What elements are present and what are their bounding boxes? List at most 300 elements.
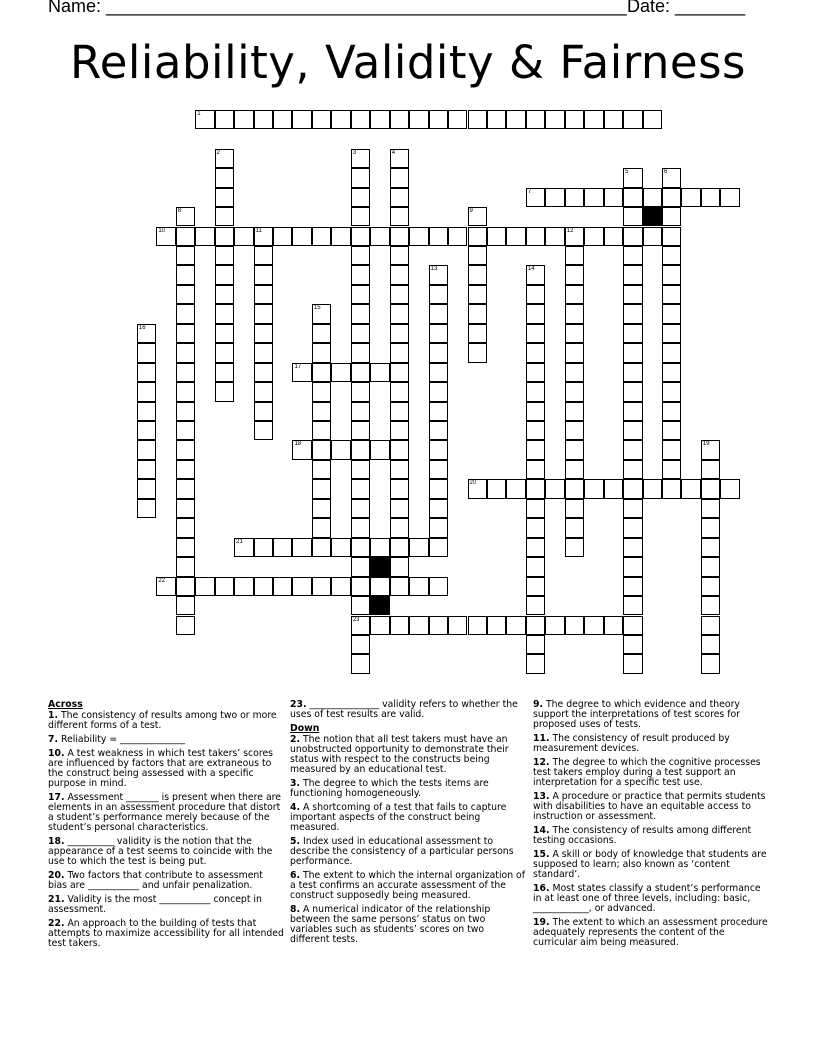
crossword-cell[interactable] <box>526 440 545 459</box>
crossword-cell[interactable] <box>312 518 331 537</box>
crossword-cell[interactable] <box>468 324 487 343</box>
crossword-cell[interactable] <box>565 499 584 518</box>
crossword-cell[interactable] <box>176 343 195 362</box>
crossword-cell[interactable] <box>526 324 545 343</box>
crossword-cell[interactable] <box>468 285 487 304</box>
crossword-cell[interactable] <box>662 343 681 362</box>
crossword-cell[interactable] <box>390 265 409 284</box>
crossword-cell[interactable] <box>215 577 234 596</box>
crossword-cell[interactable] <box>701 635 720 654</box>
crossword-cell[interactable] <box>176 518 195 537</box>
crossword-cell[interactable] <box>701 518 720 537</box>
crossword-cell[interactable] <box>351 460 370 479</box>
crossword-cell[interactable] <box>623 654 642 673</box>
crossword-cell[interactable] <box>292 440 311 459</box>
crossword-cell[interactable] <box>137 499 156 518</box>
crossword-cell[interactable] <box>176 596 195 615</box>
crossword-cell[interactable] <box>526 110 545 129</box>
crossword-cell[interactable] <box>351 518 370 537</box>
crossword-cell[interactable] <box>292 110 311 129</box>
crossword-cell[interactable] <box>448 227 467 246</box>
crossword-cell[interactable] <box>351 285 370 304</box>
crossword-cell[interactable] <box>176 479 195 498</box>
crossword-cell[interactable] <box>526 227 545 246</box>
crossword-cell[interactable] <box>312 304 331 323</box>
crossword-cell[interactable] <box>526 635 545 654</box>
crossword-cell[interactable] <box>701 577 720 596</box>
crossword-cell[interactable] <box>351 324 370 343</box>
crossword-cell[interactable] <box>526 343 545 362</box>
crossword-cell[interactable] <box>662 324 681 343</box>
crossword-cell[interactable] <box>487 227 506 246</box>
crossword-cell[interactable] <box>292 227 311 246</box>
crossword-cell[interactable] <box>623 246 642 265</box>
crossword-cell[interactable] <box>409 577 428 596</box>
crossword-cell[interactable] <box>137 363 156 382</box>
crossword-cell[interactable] <box>565 265 584 284</box>
crossword-cell[interactable] <box>526 421 545 440</box>
crossword-cell[interactable] <box>390 207 409 226</box>
crossword-cell[interactable] <box>176 557 195 576</box>
crossword-cell[interactable] <box>176 499 195 518</box>
crossword-cell[interactable] <box>312 421 331 440</box>
crossword-cell[interactable] <box>429 382 448 401</box>
crossword-cell[interactable] <box>351 382 370 401</box>
crossword-cell[interactable] <box>351 499 370 518</box>
crossword-cell[interactable] <box>351 168 370 187</box>
crossword-cell[interactable] <box>623 557 642 576</box>
crossword-cell[interactable] <box>176 460 195 479</box>
crossword-cell[interactable] <box>351 440 370 459</box>
crossword-cell[interactable] <box>662 285 681 304</box>
crossword-cell[interactable] <box>234 538 253 557</box>
crossword-cell[interactable] <box>312 382 331 401</box>
crossword-cell[interactable] <box>331 577 350 596</box>
crossword-cell[interactable] <box>604 616 623 635</box>
crossword-cell[interactable] <box>351 616 370 635</box>
crossword-cell[interactable] <box>390 440 409 459</box>
crossword-cell[interactable] <box>662 188 681 207</box>
crossword-cell[interactable] <box>390 538 409 557</box>
crossword-cell[interactable] <box>429 304 448 323</box>
crossword-cell[interactable] <box>662 246 681 265</box>
crossword-cell[interactable] <box>312 460 331 479</box>
crossword-cell[interactable] <box>137 343 156 362</box>
crossword-cell[interactable] <box>701 596 720 615</box>
crossword-cell[interactable] <box>565 382 584 401</box>
crossword-cell[interactable] <box>623 265 642 284</box>
crossword-cell[interactable] <box>409 110 428 129</box>
crossword-cell[interactable] <box>701 557 720 576</box>
crossword-cell[interactable] <box>429 110 448 129</box>
crossword-cell[interactable] <box>390 149 409 168</box>
crossword-cell[interactable] <box>623 499 642 518</box>
crossword-cell[interactable] <box>312 227 331 246</box>
crossword-cell[interactable] <box>176 285 195 304</box>
crossword-cell[interactable] <box>701 188 720 207</box>
crossword-cell[interactable] <box>506 110 525 129</box>
crossword-cell[interactable] <box>662 363 681 382</box>
crossword-cell[interactable] <box>137 479 156 498</box>
crossword-cell[interactable] <box>565 324 584 343</box>
crossword-cell[interactable] <box>234 577 253 596</box>
crossword-cell[interactable] <box>468 227 487 246</box>
crossword-cell[interactable] <box>351 246 370 265</box>
crossword-cell[interactable] <box>137 460 156 479</box>
crossword-cell[interactable] <box>468 265 487 284</box>
crossword-cell[interactable] <box>331 110 350 129</box>
crossword-cell[interactable] <box>351 188 370 207</box>
crossword-cell[interactable] <box>351 557 370 576</box>
crossword-cell[interactable] <box>215 285 234 304</box>
crossword-cell[interactable] <box>584 616 603 635</box>
crossword-cell[interactable] <box>215 188 234 207</box>
crossword-cell[interactable] <box>468 246 487 265</box>
crossword-cell[interactable] <box>429 285 448 304</box>
crossword-cell[interactable] <box>662 460 681 479</box>
crossword-cell[interactable] <box>526 577 545 596</box>
crossword-cell[interactable] <box>390 168 409 187</box>
crossword-cell[interactable] <box>351 538 370 557</box>
crossword-cell[interactable] <box>176 382 195 401</box>
crossword-cell[interactable] <box>254 304 273 323</box>
crossword-cell[interactable] <box>545 227 564 246</box>
crossword-cell[interactable] <box>390 402 409 421</box>
crossword-cell[interactable] <box>176 616 195 635</box>
crossword-cell[interactable] <box>156 227 175 246</box>
crossword-cell[interactable] <box>429 227 448 246</box>
crossword-cell[interactable] <box>468 304 487 323</box>
crossword-cell[interactable] <box>565 538 584 557</box>
crossword-cell[interactable] <box>176 207 195 226</box>
crossword-cell[interactable] <box>215 110 234 129</box>
crossword-cell[interactable] <box>390 363 409 382</box>
crossword-cell[interactable] <box>720 479 739 498</box>
crossword-cell[interactable] <box>234 227 253 246</box>
crossword-cell[interactable] <box>429 499 448 518</box>
crossword-cell[interactable] <box>351 110 370 129</box>
crossword-cell[interactable] <box>701 499 720 518</box>
crossword-cell[interactable] <box>662 168 681 187</box>
crossword-cell[interactable] <box>701 479 720 498</box>
crossword-cell[interactable] <box>390 499 409 518</box>
crossword-cell[interactable] <box>584 110 603 129</box>
crossword-cell[interactable] <box>351 421 370 440</box>
crossword-cell[interactable] <box>390 382 409 401</box>
crossword-cell[interactable] <box>468 207 487 226</box>
crossword-cell[interactable] <box>526 402 545 421</box>
crossword-cell[interactable] <box>506 616 525 635</box>
crossword-cell[interactable] <box>623 460 642 479</box>
crossword-cell[interactable] <box>254 382 273 401</box>
crossword-cell[interactable] <box>351 479 370 498</box>
crossword-cell[interactable] <box>623 421 642 440</box>
crossword-cell[interactable] <box>390 246 409 265</box>
crossword-cell[interactable] <box>681 479 700 498</box>
crossword-cell[interactable] <box>526 654 545 673</box>
crossword-cell[interactable] <box>720 188 739 207</box>
crossword-cell[interactable] <box>429 616 448 635</box>
crossword-cell[interactable] <box>565 227 584 246</box>
crossword-cell[interactable] <box>526 382 545 401</box>
crossword-cell[interactable] <box>137 402 156 421</box>
crossword-cell[interactable] <box>390 285 409 304</box>
crossword-cell[interactable] <box>623 324 642 343</box>
crossword-cell[interactable] <box>545 479 564 498</box>
crossword-cell[interactable] <box>351 227 370 246</box>
crossword-cell[interactable] <box>429 421 448 440</box>
crossword-cell[interactable] <box>662 304 681 323</box>
crossword-cell[interactable] <box>409 538 428 557</box>
crossword-cell[interactable] <box>390 479 409 498</box>
crossword-cell[interactable] <box>176 402 195 421</box>
crossword-cell[interactable] <box>156 577 175 596</box>
crossword-cell[interactable] <box>370 440 389 459</box>
crossword-cell[interactable] <box>526 460 545 479</box>
crossword-cell[interactable] <box>390 188 409 207</box>
crossword-cell[interactable] <box>390 110 409 129</box>
crossword-cell[interactable] <box>312 363 331 382</box>
crossword-cell[interactable] <box>176 538 195 557</box>
crossword-cell[interactable] <box>215 149 234 168</box>
crossword-cell[interactable] <box>370 538 389 557</box>
crossword-cell[interactable] <box>623 479 642 498</box>
crossword-cell[interactable] <box>468 343 487 362</box>
crossword-cell[interactable] <box>176 324 195 343</box>
crossword-cell[interactable] <box>215 168 234 187</box>
crossword-cell[interactable] <box>487 616 506 635</box>
crossword-cell[interactable] <box>254 285 273 304</box>
crossword-cell[interactable] <box>429 363 448 382</box>
crossword-cell[interactable] <box>390 557 409 576</box>
crossword-cell[interactable] <box>195 110 214 129</box>
crossword-cell[interactable] <box>370 363 389 382</box>
crossword-cell[interactable] <box>331 363 350 382</box>
crossword-cell[interactable] <box>234 110 253 129</box>
crossword-cell[interactable] <box>662 265 681 284</box>
crossword-cell[interactable] <box>429 324 448 343</box>
crossword-cell[interactable] <box>176 440 195 459</box>
crossword-cell[interactable] <box>312 402 331 421</box>
crossword-cell[interactable] <box>623 538 642 557</box>
crossword-cell[interactable] <box>429 460 448 479</box>
crossword-cell[interactable] <box>701 616 720 635</box>
crossword-cell[interactable] <box>137 440 156 459</box>
crossword-cell[interactable] <box>176 227 195 246</box>
crossword-cell[interactable] <box>565 188 584 207</box>
crossword-cell[interactable] <box>662 207 681 226</box>
crossword-cell[interactable] <box>331 538 350 557</box>
crossword-cell[interactable] <box>468 110 487 129</box>
crossword-cell[interactable] <box>351 343 370 362</box>
crossword-cell[interactable] <box>584 227 603 246</box>
crossword-cell[interactable] <box>565 304 584 323</box>
crossword-cell[interactable] <box>604 479 623 498</box>
crossword-cell[interactable] <box>623 227 642 246</box>
crossword-cell[interactable] <box>623 343 642 362</box>
crossword-cell[interactable] <box>468 616 487 635</box>
crossword-cell[interactable] <box>565 479 584 498</box>
crossword-cell[interactable] <box>448 110 467 129</box>
crossword-cell[interactable] <box>429 265 448 284</box>
crossword-cell[interactable] <box>701 654 720 673</box>
crossword-cell[interactable] <box>215 382 234 401</box>
crossword-cell[interactable] <box>429 402 448 421</box>
crossword-cell[interactable] <box>351 207 370 226</box>
crossword-cell[interactable] <box>351 304 370 323</box>
crossword-cell[interactable] <box>526 538 545 557</box>
crossword-cell[interactable] <box>273 577 292 596</box>
crossword-cell[interactable] <box>565 343 584 362</box>
crossword-cell[interactable] <box>254 538 273 557</box>
crossword-cell[interactable] <box>254 246 273 265</box>
crossword-cell[interactable] <box>468 479 487 498</box>
crossword-cell[interactable] <box>429 343 448 362</box>
crossword-cell[interactable] <box>312 538 331 557</box>
crossword-cell[interactable] <box>351 265 370 284</box>
crossword-cell[interactable] <box>604 188 623 207</box>
crossword-cell[interactable] <box>351 149 370 168</box>
crossword-cell[interactable] <box>643 479 662 498</box>
crossword-cell[interactable] <box>565 285 584 304</box>
crossword-cell[interactable] <box>526 518 545 537</box>
crossword-cell[interactable] <box>176 421 195 440</box>
crossword-cell[interactable] <box>390 518 409 537</box>
crossword-cell[interactable] <box>565 402 584 421</box>
crossword-cell[interactable] <box>312 110 331 129</box>
crossword-cell[interactable] <box>526 285 545 304</box>
crossword-cell[interactable] <box>390 577 409 596</box>
crossword-cell[interactable] <box>526 616 545 635</box>
crossword-cell[interactable] <box>176 246 195 265</box>
crossword-cell[interactable] <box>331 440 350 459</box>
crossword-cell[interactable] <box>215 227 234 246</box>
crossword-cell[interactable] <box>370 110 389 129</box>
crossword-cell[interactable] <box>254 577 273 596</box>
crossword-cell[interactable] <box>623 440 642 459</box>
crossword-cell[interactable] <box>351 596 370 615</box>
crossword-cell[interactable] <box>390 343 409 362</box>
crossword-cell[interactable] <box>137 421 156 440</box>
crossword-cell[interactable] <box>312 324 331 343</box>
crossword-cell[interactable] <box>215 207 234 226</box>
crossword-cell[interactable] <box>623 402 642 421</box>
crossword-cell[interactable] <box>526 265 545 284</box>
crossword-cell[interactable] <box>312 479 331 498</box>
crossword-cell[interactable] <box>623 616 642 635</box>
crossword-cell[interactable] <box>701 460 720 479</box>
crossword-cell[interactable] <box>429 577 448 596</box>
crossword-cell[interactable] <box>565 440 584 459</box>
crossword-cell[interactable] <box>526 304 545 323</box>
crossword-cell[interactable] <box>584 479 603 498</box>
crossword-cell[interactable] <box>254 343 273 362</box>
crossword-cell[interactable] <box>215 343 234 362</box>
crossword-cell[interactable] <box>215 324 234 343</box>
crossword-cell[interactable] <box>662 421 681 440</box>
crossword-cell[interactable] <box>176 363 195 382</box>
crossword-cell[interactable] <box>623 110 642 129</box>
crossword-cell[interactable] <box>312 440 331 459</box>
crossword-cell[interactable] <box>390 616 409 635</box>
crossword-cell[interactable] <box>623 382 642 401</box>
crossword-cell[interactable] <box>565 616 584 635</box>
crossword-cell[interactable] <box>526 557 545 576</box>
crossword-cell[interactable] <box>176 265 195 284</box>
crossword-cell[interactable] <box>390 421 409 440</box>
crossword-cell[interactable] <box>643 227 662 246</box>
crossword-cell[interactable] <box>254 110 273 129</box>
crossword-cell[interactable] <box>565 421 584 440</box>
crossword-cell[interactable] <box>565 460 584 479</box>
crossword-cell[interactable] <box>215 304 234 323</box>
crossword-cell[interactable] <box>390 460 409 479</box>
crossword-cell[interactable] <box>254 363 273 382</box>
crossword-cell[interactable] <box>623 635 642 654</box>
crossword-cell[interactable] <box>429 479 448 498</box>
crossword-cell[interactable] <box>506 479 525 498</box>
crossword-cell[interactable] <box>312 343 331 362</box>
crossword-cell[interactable] <box>623 577 642 596</box>
crossword-cell[interactable] <box>604 227 623 246</box>
crossword-cell[interactable] <box>215 363 234 382</box>
crossword-cell[interactable] <box>526 499 545 518</box>
crossword-cell[interactable] <box>137 382 156 401</box>
crossword-cell[interactable] <box>137 324 156 343</box>
crossword-cell[interactable] <box>390 324 409 343</box>
crossword-cell[interactable] <box>215 265 234 284</box>
crossword-cell[interactable] <box>526 363 545 382</box>
crossword-cell[interactable] <box>526 188 545 207</box>
crossword-cell[interactable] <box>681 188 700 207</box>
crossword-cell[interactable] <box>254 265 273 284</box>
crossword-cell[interactable] <box>487 110 506 129</box>
crossword-cell[interactable] <box>351 363 370 382</box>
crossword-cell[interactable] <box>565 518 584 537</box>
crossword-cell[interactable] <box>545 188 564 207</box>
crossword-cell[interactable] <box>448 616 467 635</box>
crossword-cell[interactable] <box>273 538 292 557</box>
crossword-cell[interactable] <box>623 168 642 187</box>
crossword-cell[interactable] <box>584 188 603 207</box>
crossword-cell[interactable] <box>370 616 389 635</box>
crossword-cell[interactable] <box>312 499 331 518</box>
crossword-cell[interactable] <box>623 518 642 537</box>
crossword-cell[interactable] <box>545 110 564 129</box>
crossword-cell[interactable] <box>254 421 273 440</box>
crossword-cell[interactable] <box>623 285 642 304</box>
crossword-cell[interactable] <box>351 577 370 596</box>
crossword-cell[interactable] <box>701 538 720 557</box>
crossword-cell[interactable] <box>487 479 506 498</box>
crossword-cell[interactable] <box>292 363 311 382</box>
crossword-cell[interactable] <box>312 577 331 596</box>
crossword-cell[interactable] <box>565 363 584 382</box>
crossword-cell[interactable] <box>429 538 448 557</box>
crossword-cell[interactable] <box>506 227 525 246</box>
crossword-cell[interactable] <box>351 654 370 673</box>
crossword-cell[interactable] <box>176 577 195 596</box>
crossword-cell[interactable] <box>409 616 428 635</box>
crossword-cell[interactable] <box>292 538 311 557</box>
crossword-cell[interactable] <box>409 227 428 246</box>
crossword-cell[interactable] <box>701 440 720 459</box>
crossword-cell[interactable] <box>429 440 448 459</box>
crossword-cell[interactable] <box>526 596 545 615</box>
crossword-cell[interactable] <box>662 382 681 401</box>
crossword-cell[interactable] <box>195 227 214 246</box>
crossword-cell[interactable] <box>370 227 389 246</box>
